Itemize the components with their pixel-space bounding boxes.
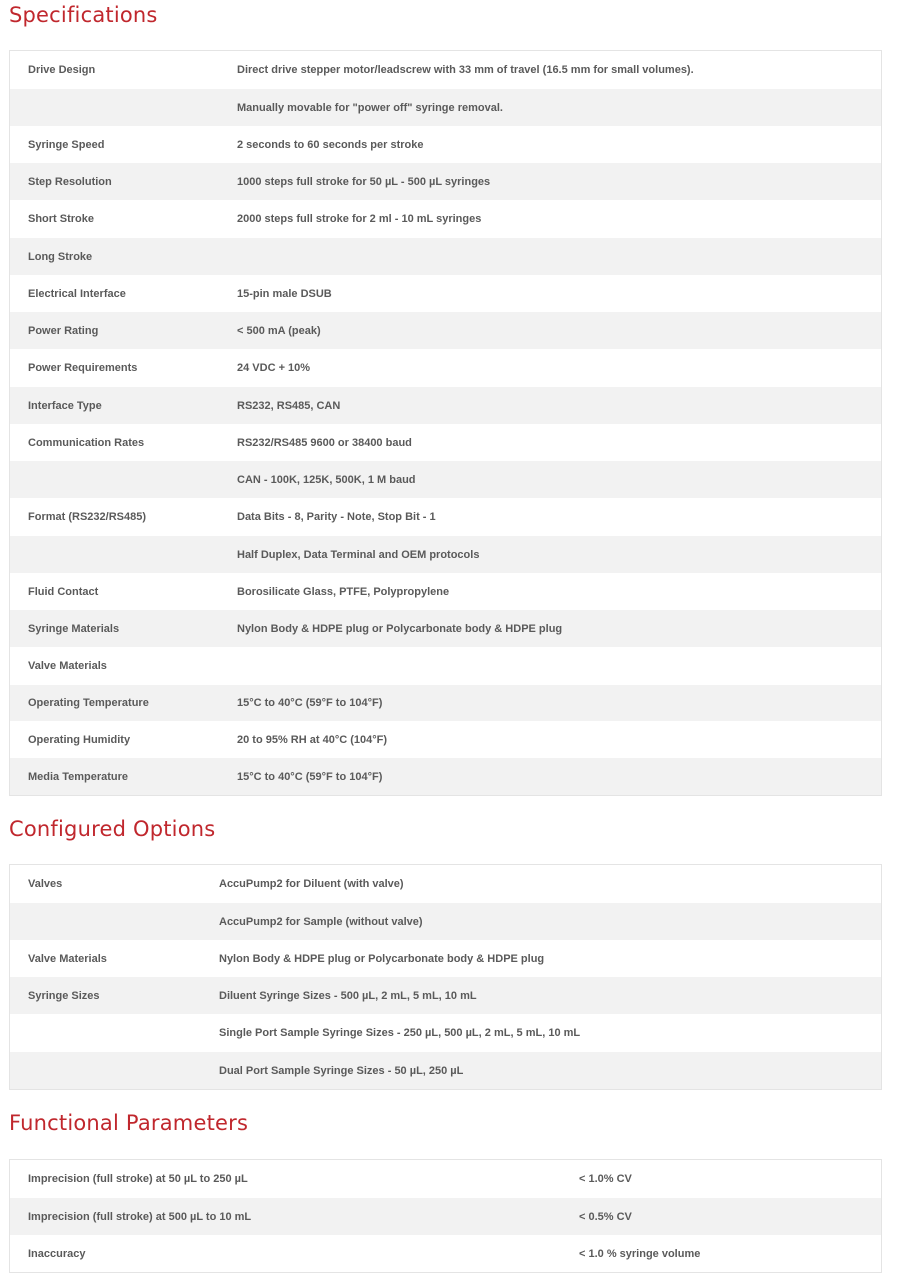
row-value: Manually movable for "power off" syringe removal.	[237, 101, 503, 114]
row-value: < 0.5% CV	[579, 1210, 632, 1223]
row-value: 20 to 95% RH at 40°C (104°F)	[237, 733, 388, 746]
functional-parameters-table	[9, 1159, 882, 1273]
row-value: Half Duplex, Data Terminal and OEM protocols	[237, 548, 480, 561]
row-label: Operating Humidity	[28, 733, 131, 746]
row-label: Valves	[28, 878, 63, 890]
row-label: Communication Rates	[28, 436, 145, 449]
table-row	[10, 758, 881, 795]
functional-parameters-title: Functional Parameters	[9, 1111, 249, 1135]
row-value: AccuPump2 for Diluent (with valve)	[219, 878, 404, 890]
row-label: Syringe Materials	[28, 622, 120, 635]
row-label: Valve Materials	[28, 660, 107, 672]
table-row	[10, 977, 881, 1014]
table-row	[10, 865, 881, 903]
row-label: Inaccuracy	[28, 1247, 86, 1260]
row-label: Electrical Interface	[28, 287, 126, 300]
table-row	[10, 275, 881, 312]
row-value: CAN - 100K, 125K, 500K, 1 M baud	[237, 473, 416, 486]
row-value: 2000 steps full stroke for 2 ml - 10 mL syringes	[237, 213, 482, 225]
table-row	[10, 200, 881, 238]
table-row	[10, 721, 881, 758]
table-row	[10, 312, 881, 349]
table-row	[10, 903, 881, 940]
row-value: Direct drive stepper motor/leadscrew with 33 mm of travel (16.5 mm for small volumes).	[237, 64, 694, 76]
configured-options-title: Configured Options	[9, 817, 216, 841]
row-value: 24 VDC + 10%	[237, 362, 311, 374]
row-label: Step Resolution	[28, 175, 112, 188]
table-row	[10, 126, 881, 163]
row-value: Nylon Body & HDPE plug or Polycarbonate body & HDPE plug	[237, 622, 563, 635]
row-value: 15-pin male DSUB	[237, 287, 332, 300]
row-value: Borosilicate Glass, PTFE, Polypropylene	[237, 585, 450, 598]
row-label: Media Temperature	[28, 770, 129, 783]
table-row	[10, 238, 881, 275]
row-value: < 500 mA (peak)	[237, 324, 321, 337]
table-row	[10, 647, 881, 685]
row-label: Imprecision (full stroke) at 50 µL to 250 µL	[28, 1173, 248, 1185]
table-row	[10, 89, 881, 126]
row-label: Valve Materials	[28, 952, 107, 965]
row-label: Long Stroke	[28, 250, 93, 263]
row-value: 15°C to 40°C (59°F to 104°F)	[237, 770, 383, 783]
table-row	[10, 1052, 881, 1089]
table-row	[10, 1014, 881, 1052]
table-row	[10, 349, 881, 387]
row-value: 1000 steps full stroke for 50 µL - 500 µL syringes	[237, 175, 491, 188]
row-value: AccuPump2 for Sample (without valve)	[219, 915, 423, 928]
row-label: Syringe Speed	[28, 138, 105, 151]
row-label: Syringe Sizes	[28, 989, 100, 1002]
table-row	[10, 1160, 881, 1198]
row-label: Fluid Contact	[28, 585, 99, 598]
row-value: RS232, RS485, CAN	[237, 399, 341, 412]
table-row	[10, 1235, 881, 1272]
row-value: < 1.0% CV	[579, 1173, 632, 1185]
table-row	[10, 498, 881, 536]
table-row	[10, 536, 881, 573]
row-label: Drive Design	[28, 64, 96, 76]
table-row	[10, 573, 881, 610]
specifications-table	[9, 50, 882, 796]
configured-options-table	[9, 864, 882, 1090]
row-value: Dual Port Sample Syringe Sizes - 50 µL, 250 µL	[219, 1064, 464, 1077]
row-value: Nylon Body & HDPE plug or Polycarbonate body & HDPE plug	[219, 952, 545, 965]
row-label: Power Requirements	[28, 362, 138, 374]
row-value: < 1.0 % syringe volume	[579, 1247, 701, 1260]
row-value: Diluent Syringe Sizes - 500 µL, 2 mL, 5 mL, 10 mL	[219, 989, 477, 1002]
row-value: Data Bits - 8, Parity - Note, Stop Bit - 1	[237, 511, 436, 523]
row-label: Imprecision (full stroke) at 500 µL to 10 mL	[28, 1210, 252, 1223]
row-label: Short Stroke	[28, 213, 95, 225]
row-value: Single Port Sample Syringe Sizes - 250 µL, 500 µL, 2 mL, 5 mL, 10 mL	[219, 1027, 581, 1039]
row-label: Power Rating	[28, 324, 99, 337]
row-label: Interface Type	[28, 399, 102, 412]
row-value: 2 seconds to 60 seconds per stroke	[237, 138, 424, 151]
table-row	[10, 51, 881, 89]
row-value: 15°C to 40°C (59°F to 104°F)	[237, 697, 383, 709]
specifications-title: Specifications	[9, 3, 158, 27]
row-label: Operating Temperature	[28, 697, 149, 709]
row-label: Format (RS232/RS485)	[28, 511, 146, 523]
table-row	[10, 163, 881, 200]
table-row	[10, 461, 881, 498]
table-row	[10, 940, 881, 977]
table-row	[10, 387, 881, 424]
table-row	[10, 685, 881, 721]
table-row	[10, 1198, 881, 1235]
table-row	[10, 424, 881, 461]
row-value: RS232/RS485 9600 or 38400 baud	[237, 436, 412, 449]
table-row	[10, 610, 881, 647]
